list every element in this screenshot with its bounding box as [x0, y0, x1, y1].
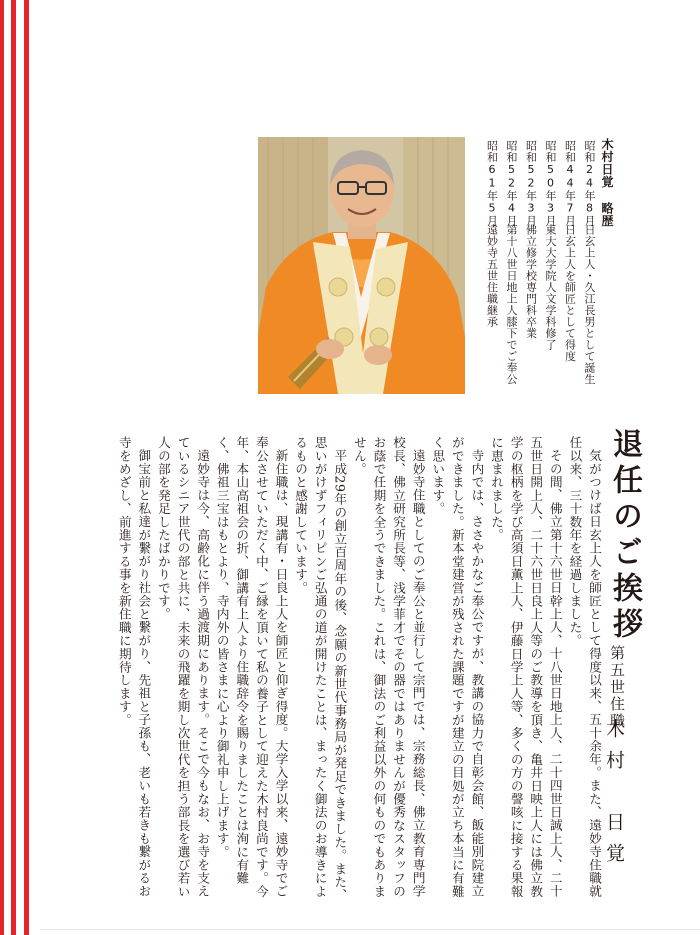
- paragraph: 気がつけば日玄上人を師匠として得度以来、五十余年。また、遠妙寺住職就任以来、三十数年を経過しました。: [567, 436, 602, 898]
- biography-date: 昭和52年3月: [524, 140, 538, 227]
- biography-event: 日玄上人・久江長男として誕生: [583, 224, 596, 385]
- biography-event: 日玄上人を師匠として得度: [563, 224, 577, 362]
- biography-date: 昭和61年5月: [485, 140, 499, 227]
- biography-date: 昭和44年7月: [563, 140, 577, 227]
- paragraph: 遠妙寺住職としてのご奉公と並行して宗門では、宗務総長、佛立教育専門学校長、佛立研究所長等、浅学菲才でその器ではありませんが優秀なスタッフのお蔭で任期を全うできました。これは、御法のご利益以外の何ものでもありません。: [351, 436, 426, 898]
- biography-date: 昭和50年3月: [544, 140, 557, 227]
- paragraph: 遠妙寺は今、高齢化に伴う過渡期にあります。そこで今もなお、お寺を支えているシニア世代の部と共に、未来の飛躍を期し次世代を担う部長を選び若い人の部を発足したばかりです。: [155, 436, 211, 898]
- biography-event: 東大大学院人文学科修了: [544, 224, 557, 351]
- paragraph: 寺内では、ささやかなご奉公ですが、教講の協力で自彰会館、飯能別院建立ができました。新本堂建営が残された課題ですが建立の目処が立ち本当に有難く思います。: [430, 436, 485, 898]
- biography-date: 昭和24年8月: [583, 140, 596, 227]
- left-red-stripe-2: [11, 0, 16, 935]
- author-position: 第五世住職: [608, 645, 626, 730]
- paragraph: 御宝前と私達が繋がり社会と繋がり、先祖と子孫も、老いも若きも繋がるお寺をめざし、前進する事を新住職に期待します。: [116, 436, 152, 898]
- left-red-stripe-3: [24, 0, 29, 935]
- biography-title-label: 略歴: [600, 202, 614, 227]
- bottom-rule: [40, 929, 700, 930]
- paragraph: その間、佛立第十六世日幹上人、十八世日地上人、二十四世日誠上人、二十五世日開上人、二十六世日良上人等のご教導を頂き、亀井日映上人には佛立教学の枢柄を学び高須日薫上人、伊藤日学上人等、多くの方の謦咳に接する果報に恵まれました。: [489, 436, 563, 898]
- biography-title: [599, 138, 616, 227]
- left-red-stripe-1: [0, 0, 4, 935]
- biography-event: 第十八世日地上人膝下でご奉公: [505, 224, 518, 385]
- article-body: [104, 436, 604, 906]
- biography-event: 佛立修学校専門科卒業: [524, 224, 538, 339]
- article-heading: 退任のご挨拶: [607, 428, 642, 644]
- paragraph: 新住職は、現講有・日良上人を師匠と仰ぎ得度。大学入学以来、遠妙寺でご奉公させていただく中、ご縁を頂いて私の養子として迎えた木村良尚です。今年、本山高祖会の折、御講有上人より住職辞令を賜りましたことは洵に有難く、佛祖三宝はもとより、寺内外の皆さまに心より御礼申し上げます。: [214, 436, 289, 898]
- biography-title-name: 木村日覚: [600, 138, 614, 188]
- portrait-photo: [258, 137, 465, 394]
- biography-date: 昭和52年4月: [505, 140, 518, 227]
- biography-event: 遠妙寺五世住職継承: [485, 224, 499, 328]
- author-name: 木村 日覚: [603, 719, 625, 874]
- paragraph: 平成29年の創立百周年の後、念願の新世代事務局が発足できました。また、思いがけずフィリピンご弘通の道が開けたことは、まったく御法のお導きによるものと感謝しています。: [293, 436, 348, 902]
